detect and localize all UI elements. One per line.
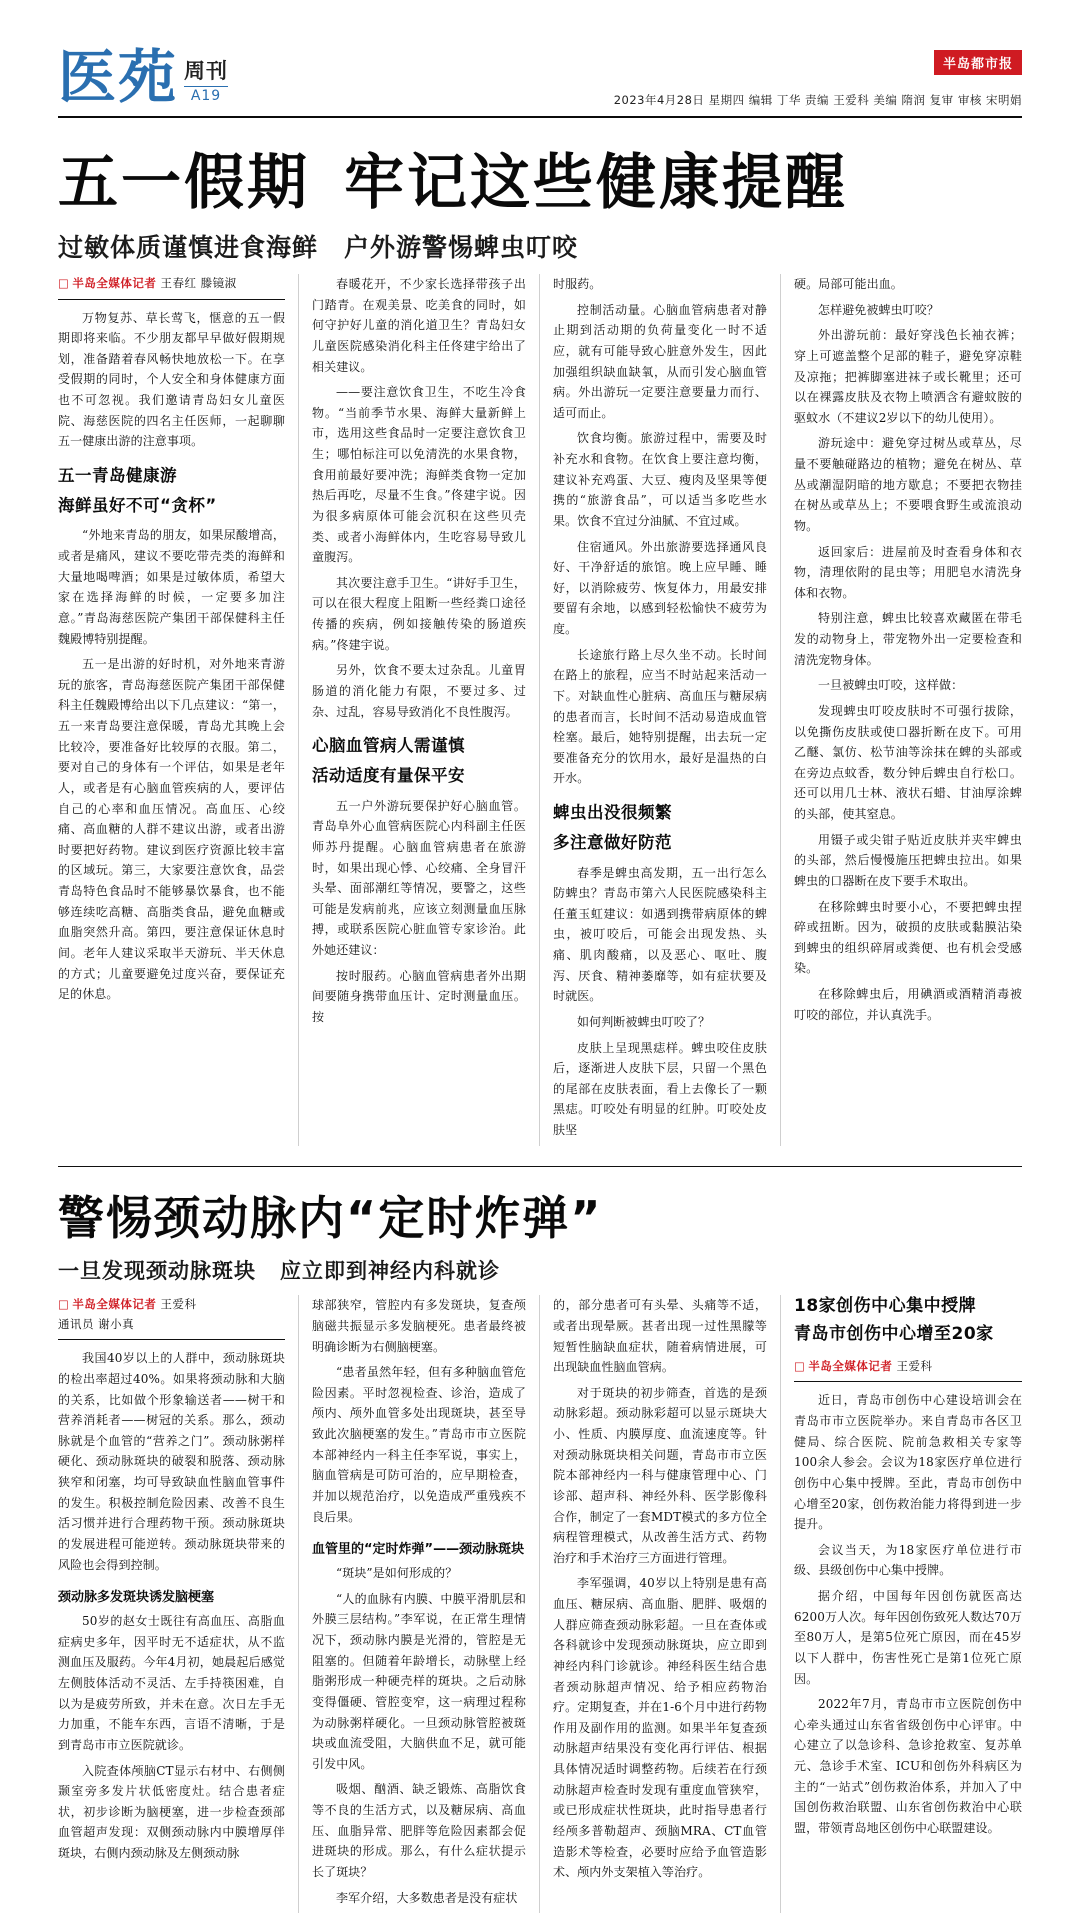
paragraph: 春季是蜱虫高发期，五一出行怎么防蜱虫？青岛市第六人民医院感染科主任董玉虹建议：如遇到携带病原体的蜱虫，被叮咬后，可能会出现发热、头痛、肌肉酸痛，以及恶心、呕吐、腹泻、厌食、精神萎靡等，如有症状要及时就医。: [553, 865, 767, 1004]
paragraph: 饮食均衡。旅游过程中，需要及时补充水和食物。在饮食上要注意均衡，建议补充鸡蛋、大豆、瘦肉及坚果等便携的“旅游食品”，可以适当多吃些水果。饮食不宜过分油腻、不宜过咸。: [553, 431, 767, 528]
masthead-info: [614, 50, 1022, 116]
sidebar-headline-2: 青岛市创伤中心增至20家: [794, 1324, 994, 1345]
article1-column-4: [781, 274, 1022, 1146]
paragraph: 其次要注意手卫生。“讲好手卫生，可以在很大程度上阻断一些经粪口途径传播的疾病，例如接触传染的肠道疾病。”佟建宇说。: [312, 575, 526, 652]
paragraph: 五一是出游的好时机，对外地来青游玩的旅客，青岛海慈医院产集团干部保健科主任魏殿博给出以下几点建议：“第一，五一来青岛要注意保暖，青岛尤其晚上会比较冷，要准备好比较厚的衣服。第二，要对自己的身体有一个评估，如果是老年人，或者是有心脑血管疾病的人，要评估自己的心率和血压情况。高血压、心绞痛、高血糖的人群不建议出游，或者出游时要把好药物。建议到医疗资源比较丰富的区域玩。第三，大家要注意饮食，品尝青岛特色食品时不能够暴饮暴食，也不能够连续吃高糖、高脂类食品，避免血糖或血脂突然升高。第四，要注意保证休息时间。老年人建议采取半天游玩、半天休息的方式；儿童要避免过度兴奋，要保证充足的休息。: [58, 657, 285, 1002]
byline-names: 王春红 滕镜淑: [160, 276, 237, 290]
byline-names: 王爱科: [160, 1297, 197, 1312]
paragraph: “人的血脉有内膜、中膜平滑肌层和外膜三层结构。”李军说，在正常生理情况下，颈动脉内膜是光滑的，管腔是无阻塞的。但随着年龄增长，动脉壁上经脂粥形成一种硬壳样的斑块。之后动脉变得僵硬、管腔变窄，这一病理过程称为动脉粥样硬化。一旦颈动脉管腔被斑块或血流受阻，大脑供血不足，就可能引发中风。: [312, 1591, 526, 1771]
byline-names: 王爱科: [896, 1358, 933, 1373]
masthead-title: 医苑: [58, 43, 179, 111]
publisher-logo: 半岛都市报: [934, 50, 1022, 75]
article1-column-1: [58, 274, 299, 1146]
masthead-page-number: A19: [184, 86, 228, 104]
paragraph: 近日，青岛市创伤中心建设培训会在青岛市市立医院举办。来自青岛市各区卫健局、综合医院、院前急救相关专家等100余人参会。会议为18家医疗单位进行创伤中心集中授牌。至此，青岛市创伤中心增至20家，创伤救治能力将得到进一步提升。: [794, 1393, 1022, 1532]
paragraph: 2022年7月，青岛市市立医院创伤中心牵头通过山东省省级创伤中心评审。中心建立了以急诊科、急诊抢救室、复苏单元、急诊手术室、ICU和创伤外科病区为主的“一站式”创伤救治体系，并加入了中国创伤救治联盟、山东省创伤救治中心联盟，带领青岛地区创伤中心联盟建设。: [794, 1697, 1022, 1835]
paragraph: 据介绍，中国每年因创伤就医高达6200万人次。每年因创伤致死人数达70万至80万人，是第5位死亡原因，而在45岁以下人群中，伤害性死亡是第1位死亡原因。: [794, 1589, 1022, 1686]
section-heading-3a: 蜱虫出没很频繁: [553, 803, 672, 822]
section-heading-a2c1: 颈动脉多发斑块诱发脑梗塞: [58, 1590, 215, 1606]
article2-byline: [58, 1295, 285, 1340]
article1-column-2: [299, 274, 540, 1146]
paragraph: 对于斑块的初步筛查，首选的是颈动脉彩超。颈动脉彩超可以显示斑块大小、性质、内膜厚度、血流速度等。针对颈动脉斑块相关问题，青岛市市立医院本部神经内一科与健康管理中心、门诊部、超声科、神经外科、医学影像科合作，制定了一套MDT模式的多方位全病程管理模式，从改善生活方式、药物治疗和手术治疗三方面进行管理。: [553, 1385, 767, 1565]
byline-correspondent: 通讯员 谢小真: [58, 1316, 135, 1331]
article1-subhead-part1: 过敏体质谨慎进食海鲜: [58, 233, 319, 262]
paragraph: 怎样避免被蜱虫叮咬？: [818, 302, 940, 317]
paragraph: 球部狭窄，管腔内有多发斑块，复查颅脑磁共振显示多发脑梗死。患者最终被明确诊断为右侧脑梗塞。: [312, 1298, 526, 1354]
article1-byline: [58, 274, 285, 300]
paragraph: 皮肤上呈现黑痣样。蜱虫咬住皮肤后，逐渐进人皮肤下层，只留一个黑色的尾部在皮肤表面，看上去像长了一颗黑痣。叮咬处有明显的红肿。叮咬处皮肤坚: [553, 1040, 767, 1138]
paragraph: 按时服药。心脑血管病患者外出期间要随身携带血压计、定时测量血压。按: [312, 968, 526, 1024]
article1-subhead: [58, 228, 1022, 264]
article1-headline: [58, 148, 1022, 218]
article2-column-2: [299, 1295, 540, 1913]
paragraph: ——要注意饮食卫生，不吃生冷食物。“当前季节水果、海鲜大量新鲜上市，选用这些食品时一定要注意饮食卫生；哪怕标注可以免清洗的水果食物，食用前最好要冲洗；海鲜类食物一定加热后再吃，尽量不生食。”佟建宇说。因为很多病原体可能会沉积在这些贝壳类、或者小海鲜体内，生吃容易导致儿童腹泻。: [312, 385, 526, 565]
article2-sidebar: [781, 1295, 1022, 1913]
issue-meta: 2023年4月28日 星期四 编辑 丁华 责编 王爱科 美编 隋润 复审 审核 宋明娟: [613, 93, 1022, 107]
paragraph: 吸烟、酗酒、缺乏锻炼、高脂饮食等不良的生活方式，以及糖尿病、高血压、血脂异常、肥胖等危险因素都会促进斑块的形成。那么，有什么症状提示长了斑块？: [312, 1782, 526, 1879]
byline-tag: □ 半岛全媒体记者: [58, 276, 156, 290]
paragraph: 特别注意，蜱虫比较喜欢藏匿在带毛发的动物身上，带宠物外出一定要检查和清洗宠物身体。: [794, 611, 1022, 667]
paragraph: 我国40岁以上的人群中，颈动脉斑块的检出率超过40%。如果将颈动脉和大脑的关系，比如做个形象输送者——树干和营养消耗者——树冠的关系。那么，颈动脉就是个血管的“营养之门”。颈动脉粥样硬化、颈动脉斑块的破裂和脱落、颈动脉狭窄和闭塞，均可导致缺血性脑血管事件的发生。积极控制危险因素、改善不良生活习惯并进行合理药物干预。颈动脉斑块的发展进程可能逆转。颈动脉斑块带来的风险也会得到控制。: [58, 1351, 285, 1572]
article2-column-1: [58, 1295, 299, 1913]
paragraph: 在移除蜱虫时要小心，不要把蜱虫捏碎或扭断。因为，破损的皮肤或黏膜沾染到蜱虫的组织碎屑或粪便、也有机会受感染。: [794, 899, 1022, 976]
article2-subhead: [58, 1255, 1022, 1285]
section-heading-1a: 五一青岛健康游: [58, 465, 177, 485]
article1-headline-part2: 牢记这些健康提醒: [344, 148, 848, 218]
masthead: [58, 26, 1022, 118]
section-heading-1b: 海鲜虽好不可“贪杯”: [58, 496, 217, 516]
section-heading-2a: 心脑血管病人需谨慎: [312, 736, 465, 756]
paragraph: 入院查体颅脑CT显示右材中、右侧侧颞室旁多发片状低密度灶。结合患者症状，初步诊断为脑梗塞，进一步检查颈部血管超声发现：双侧颈动脉内中膜增厚伴斑块，右侧内颈动脉及左侧颈动脉: [58, 1763, 285, 1861]
paragraph: 李军强调，40岁以上特别是患有高血压、糖尿病、高血脂、肥胖、吸烟的人群应筛查颈动脉彩超。一旦在查体或各科就诊中发现颈动脉斑块，应立即到神经内科门诊就诊。神经科医生结合患者颈动脉超声情况、给予相应药物治疗。定期复查，并在1-6个月中进行药物作用及副作用的监测。如果半年复查颈动脉超声结果没有变化再行评估、根据具体情况适时调整药物。后续若在行颈动脉超声检查时发现有重度血管狭窄，或已形成症状性斑块，此时指导患者行经颅多普勒超声、颈脑MRA、CT血管造影术等检查，必要时应给予血管造影术、颅内外支架植入等治疗。: [553, 1576, 767, 1880]
paragraph: 返回家后：进屋前及时查看身体和衣物，清理依附的昆虫等；用肥皂水清洗身体和衣物。: [794, 544, 1022, 600]
article1-column-3: [540, 274, 781, 1146]
paragraph: 另外，饮食不要太过杂乱。儿童胃肠道的消化能力有限，不要过多、过杂、过乱，容易导致消化不良性腹泻。: [312, 663, 526, 719]
paragraph: 住宿通风。外出旅游要选择通风良好、干净舒适的旅馆。晚上应早睡、睡好，以消除疲劳、恢复体力，用最安排要留有余地，以感到轻松愉快不疲劳为度。: [553, 539, 767, 636]
paragraph: “外地来青岛的朋友，如果尿酸增高，或者是痛风，建议不要吃带壳类的海鲜和大量地喝啤酒；如果是过敏体质，希望大家在选择海鲜的时候，一定要多加注意。”青岛海慈医院产集团干部保健科主任魏殿博特别提醒。: [58, 528, 285, 646]
paragraph: 五一户外游玩要保护好心脑血管。青岛阜外心血管病医院心内科副主任医师苏丹提醒。心脑血管病患者在旅游时，如果出现心悸、心绞痛、全身冒汗头晕、面部潮红等情况，要警之，这些可能是发病前兆，应该立刻测量血压脉搏，或联系医院心脏血管专家诊治。此外她还建议：: [312, 798, 526, 958]
paragraph: 50岁的赵女士既往有高血压、高脂血症病史多年，因平时无不适症状，从不监测血压及服药。今年4月初，她晨起后感觉左侧肢体活动不灵活、左手持筷困难，自以为是疲劳所致，并未在意。次日左手无力加重，不能车东西，言语不清晰，于是到青岛市市立医院就诊。: [58, 1614, 285, 1752]
section-heading-2b: 活动适度有量保平安: [312, 766, 465, 786]
article1-headline-zone: [58, 148, 1022, 264]
article1-headline-part1: 五一假期: [58, 148, 310, 218]
article2-subhead-part1: 一旦发现颈动脉斑块: [58, 1259, 256, 1284]
paragraph: 控制活动量。心脑血管病患者对静止期到活动期的负荷量变化一时不适应，就有可能导致心脏意外发生，因此加强组织缺血缺氧，从而引发心脑血管病。外出游玩一定要注意要量力而行、适可而止。: [553, 302, 767, 420]
newspaper-page: [0, 26, 1080, 1905]
masthead-brand: [58, 43, 229, 116]
paragraph: 用镊子或尖钳子贴近皮肤并夹牢蜱虫的头部，然后慢慢施压把蜱虫拉出。如果蜱虫的口器断在皮下要手术取出。: [794, 832, 1022, 888]
paragraph: “斑块”是如何形成的？: [336, 1566, 458, 1581]
paragraph: 春暖花开，不少家长选择带孩子出门踏青。在观美景、吃美食的同时，如何守护好儿童的消化道卫生？青岛妇女儿童医院感染消化科主任佟建宇给出了相关建议。: [312, 277, 526, 374]
paragraph: 会议当天，为18家医疗单位进行市级、县级创伤中心集中授牌。: [794, 1542, 1022, 1578]
article2-column-3: [540, 1295, 781, 1913]
byline-tag: □ 半岛全媒体记者: [794, 1359, 892, 1373]
paragraph: 长途旅行路上尽久坐不动。长时间在路上的旅程，应当不时站起来活动一下。对缺血性心脏病、高血压与糖尿病的患者而言，长时间不活动易造成血管栓塞。最后，她特别提醒，出去玩一定要准备充分的饮用水，最好是温热的白开水。: [553, 647, 767, 786]
paragraph: 在移除蜱虫后，用碘酒或酒精消毒被叮咬的部位，并认真洗手。: [794, 987, 1022, 1022]
paragraph: 如何判断被蜱虫叮咬了？: [577, 1014, 711, 1029]
article2-subhead-part2: 应立即到神经内科就诊: [280, 1259, 500, 1284]
article2-headline: 警惕颈动脉内“定时炸弹”: [58, 1190, 603, 1245]
sidebar-byline: [794, 1357, 1022, 1383]
paragraph: 发现蜱虫叮咬皮肤时不可强行拔除，以免撕伤皮肤或使口器折断在皮下。可用乙醚、氯仿、松节油等涂抹在蜱的头部或在旁边点蚊香，数分钟后蜱虫自行松口。还可以用几士林、液状石蜡、甘油厚涂蜱的头部，使其窒息。: [794, 703, 1022, 821]
article1-subhead-part2: 户外游警惕蜱虫叮咬: [344, 233, 579, 262]
byline-tag: □ 半岛全媒体记者: [58, 1297, 156, 1311]
paragraph: “患者虽然年轻，但有多种脑血管危险因素。平时忽视检查、诊治，造成了颅内、颅外血管多处出现斑块，甚至导致此次脑梗塞的发生。”青岛市市立医院本部神经内一科主任李军说，事实上，脑血管病是可防可治的，应早期检查，并加以规范治疗，以免造成严重残疾不良后果。: [312, 1365, 526, 1524]
paragraph: 万物复苏、草长莺飞，惬意的五一假期即将来临。不少朋友都早早做好假期规划，准备踏着春风畅快地放松一下。在享受假期的同时，个人安全和身体健康方面也不可忽视。我们邀请青岛妇女儿童医院、海慈医院的四名主任医师，一起聊聊五一健康出游的注意事项。: [58, 310, 285, 449]
paragraph: 一旦被蜱虫叮咬，这样做：: [818, 678, 964, 693]
section-heading-a2c2: 血管里的“定时炸弹”——颈动脉斑块: [312, 1542, 525, 1558]
sidebar-headline-1: 18家创伤中心集中授牌: [794, 1296, 977, 1317]
paragraph: 硬。局部可能出血。: [794, 277, 903, 291]
masthead-weekly: 周刊: [184, 58, 229, 83]
masthead-weekly-block: [184, 60, 228, 116]
article2-columns: [58, 1295, 1022, 1913]
paragraph: 的，部分患者可有头晕、头痛等不适，或者出现晕厥。甚者出现一过性黑朦等短暂性脑缺血症状，随着病情进展，可出现缺血性脑血管病。: [553, 1298, 767, 1375]
article2: [58, 1166, 1022, 1913]
paragraph: 游玩途中：避免穿过树丛或草丛，尽量不要触碰路边的植物；避免在树丛、草丛或潮湿阴暗的地方歇息；不要把衣物挂在树丛或草丛上；不要喂食野生或流浪动物。: [794, 436, 1022, 533]
article1-columns: [58, 274, 1022, 1146]
section-heading-3b: 多注意做好防范: [553, 833, 672, 853]
paragraph: 外出游玩前：最好穿浅色长袖衣裤；穿上可遮盖整个足部的鞋子，避免穿凉鞋及凉拖；把裤脚塞进袜子或长靴里；还可以在裸露皮肤及衣物上喷洒含有避蚊胺的驱蚊水（不建议2岁以下的幼儿使用）。: [794, 328, 1022, 425]
paragraph: 李军介绍，大多数患者是没有症状: [336, 1890, 518, 1905]
paragraph: 时服药。: [553, 277, 602, 291]
